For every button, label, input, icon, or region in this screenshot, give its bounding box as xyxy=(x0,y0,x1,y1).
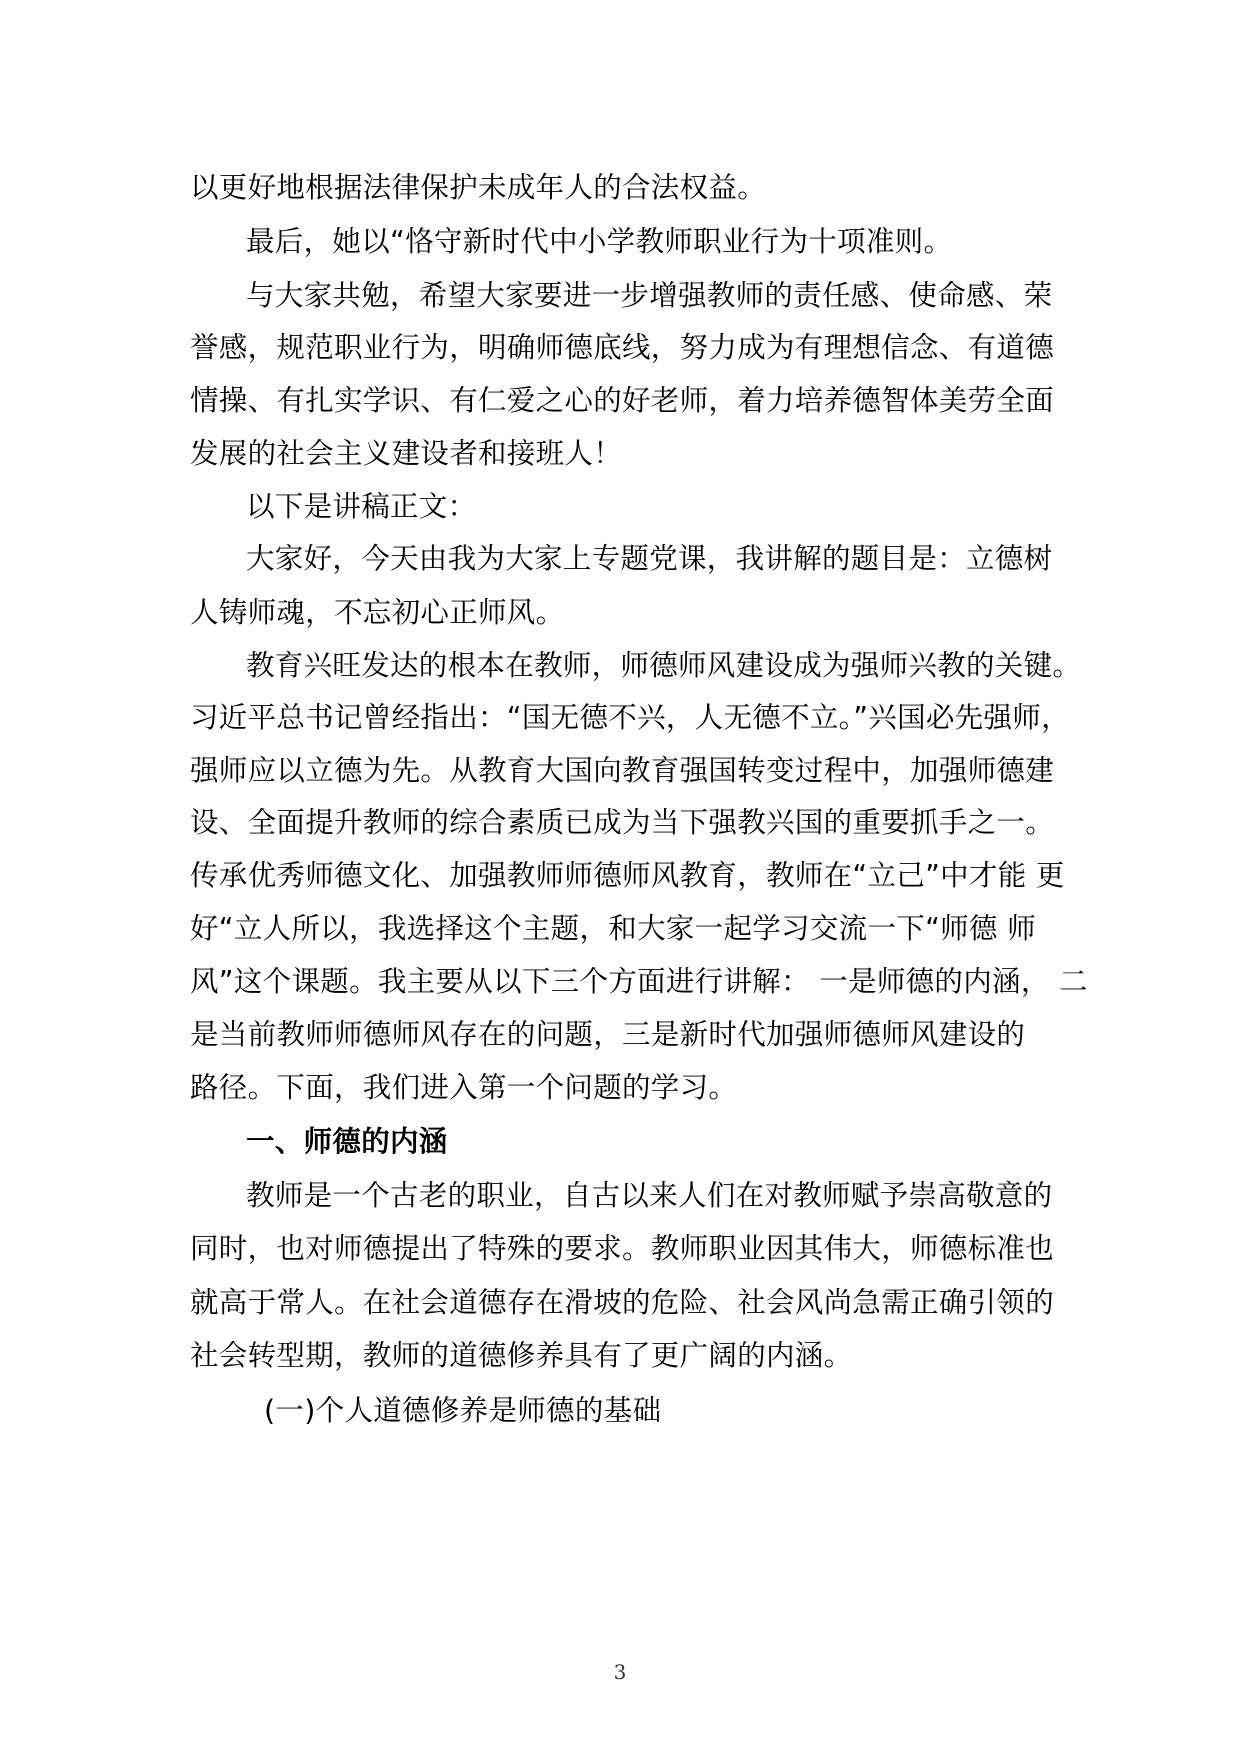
section-heading: 一、师德的内涵 xyxy=(246,1125,448,1158)
text-line: 传承优秀师德文化、加强教师师德师风教育，教师在“立己”中才能 更 xyxy=(190,859,1065,892)
text-line: 社会转型期，教师的道德修养具有了更广阔的内涵。 xyxy=(190,1339,853,1372)
text-line: 人铸师魂，不忘初心正师风。 xyxy=(190,596,565,629)
page-number: 3 xyxy=(613,1660,627,1684)
text-line: 以下是讲稿正文： xyxy=(246,490,477,523)
text-line: 教育兴旺发达的根本在教师，师德师风建设成为强师兴教的关键。 xyxy=(246,649,1082,682)
text-line: 习近平总书记曾经指出：“国无德不兴，人无德不立。”兴国必先强师， xyxy=(190,701,1070,734)
text-line: 强师应以立德为先。从教育大国向教育强国转变过程中，加强师德建 xyxy=(190,754,1055,787)
text-line: 路径。下面，我们进入第一个问题的学习。 xyxy=(190,1071,738,1104)
text-line: 好“立人所以，我选择这个主题，和大家一起学习交流一下“师德 师 xyxy=(190,912,1036,945)
text-line: 情操、有扎实学识、有仁爱之心的好老师，着力培养德智体美劳全面 xyxy=(190,384,1055,417)
text-line: 就高于常人。在社会道德存在滑坡的危险、社会风尚急需正确引领的 xyxy=(190,1286,1055,1319)
subsection-heading: (一)个人道德修养是师德的基础 xyxy=(264,1394,662,1427)
text-line: 以更好地根据法律保护未成年人的合法权益。 xyxy=(190,171,767,204)
text-line: 同时，也对师德提出了特殊的要求。教师职业因其伟大，师德标准也 xyxy=(190,1232,1055,1265)
text-line: 大家好，今天由我为大家上专题党课，我讲解的题目是：立德树 xyxy=(246,542,1053,575)
text-line: 誉感，规范职业行为，明确师德底线，努力成为有理想信念、有道德 xyxy=(190,331,1055,364)
text-line: 发展的社会主义建设者和接班人！ xyxy=(190,437,623,470)
text-line: 与大家共勉，希望大家要进一步增强教师的责任感、使命感、荣 xyxy=(246,279,1053,312)
text-line: 是当前教师师德师风存在的问题，三是新时代加强师德师风建设的 xyxy=(190,1018,1026,1051)
text-line: 设、全面提升教师的综合素质已成为当下强教兴国的重要抓手之一。 xyxy=(190,806,1055,839)
text-line: 风”这个课题。我主要从以下三个方面进行讲解： 一是师德的内涵， 二 xyxy=(190,965,1088,998)
text-line: 教师是一个古老的职业，自古以来人们在对教师赋予崇高敬意的 xyxy=(246,1179,1053,1212)
text-line: 最后，她以“恪守新时代中小学教师职业行为十项准则。 xyxy=(246,225,953,258)
